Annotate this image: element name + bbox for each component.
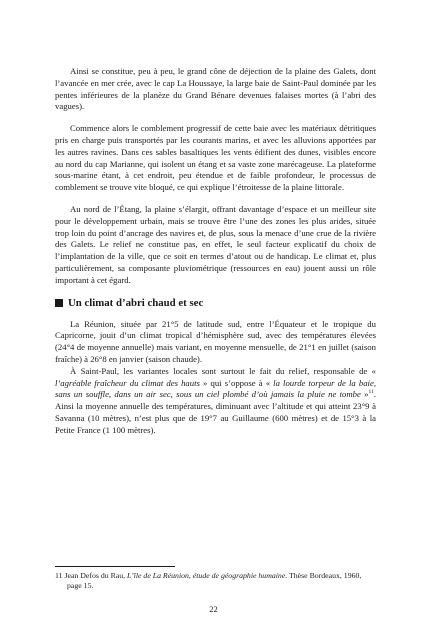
footnote-divider [55,566,175,567]
footnote-number: 11 [55,571,63,580]
paragraph-5 [55,366,376,437]
paragraph-1: Ainsi se constitue, peu à peu, le grand cône de déjection de la plaine des Galets, dont l’avancée en mer crée, avec le cap La Houssaye, la large baie de Saint-Paul dominée par les pentes inférieures de la planèze du Grand Bénare devenues falaises mortes (à l’abri des vagues). [55,66,376,112]
quote-1: l’agréable fraîcheur du climat des hauts [55,377,200,388]
paragraph-5-text-c: » [360,389,369,400]
paragraph-5-text-a: À Saint-Paul, les variantes locales sont surtout le fait du relief, responsable de « [70,365,376,376]
body-text [55,66,376,447]
footnote-reference[interactable]: 11 [368,389,374,396]
paragraph-4: La Réunion, située par 21°5 de latitude sud, entre l’Équateur et le tropique du Capricorne, jouit d’un climat tropical d’hémisphère sud, avec des températures élevées (24°4 de moyenne annuelle) mais variant, en moyenne mensuelle, de 21°1 en juillet (saison fraîche) à 26°8 en janvier (saison chaude). [55,318,376,364]
paragraph-3: Au nord de l’Étang, la plaine s’élargit, offrant davantage d’espace et un meilleur site pour le développement urbain, mais se trouve être l’une des zones les plus arides, située trop loin du point d’ancrage des navires et, de plus, sous la menace d’une crue de la rivière des Galets. Le relief ne constitue pas, en effet, le seul facteur explicatif du choix de l’implantation de la ville, que ce soit en termes d’atout ou de handicap. Le climat et, plus particulièrement, sa composante pluviométrique (ressources en eau) jouent aussi un rôle important à cet égard. [55,203,376,285]
footnote-rest: . Thèse Bordeaux, 1960, page 15. [67,571,362,590]
section-heading [55,297,376,310]
square-bullet-icon [55,299,63,307]
page-number: 22 [209,604,218,614]
footnote-title: L’île de La Réunion, étude de géographie humaine [127,571,286,580]
paragraph-5-text-b: » qui s’oppose à « [199,377,274,388]
paragraph-2: Commence alors le comblement progressif de cette baie avec les matériaux détritiques pris en charge puis transportés par les courants marins, et avec les alluvions apportées par les autres ravines. Dans ces sables basaltiques les vents édifient des dunes, visibles encore au nord du cap Marianne, qui isolent un étang et sa vaste zone marécageuse. La plateforme sous-marine étant, à cet endroit, peu étendue et de faible profondeur, le processus de comblement se trouve vite bloqué, ce qui explique l’étroitesse de la plaine littorale. [55,123,376,193]
quote-2: la lourde torpeur de la baie, sans un souffle, dans un air sec, sous un ciel plombé d’où jamais la pluie ne tombe [55,377,377,400]
footnote-body [55,571,376,591]
paragraph-5-text-d: . Ainsi la moyenne annuelle des températures, diminuant avec l’altitude et qui atteint 23°9 à Savanna (10 mètres), n’est plus que de 19°7 au Guillaume (600 mètres) et de 15°3 à la Petite France (1 100 mètres). [55,389,376,435]
footnote [55,566,376,591]
footnote-author: Jean Defos du Rau, [64,571,128,580]
section-heading-text: Un climat d’abri chaud et sec [68,296,204,309]
